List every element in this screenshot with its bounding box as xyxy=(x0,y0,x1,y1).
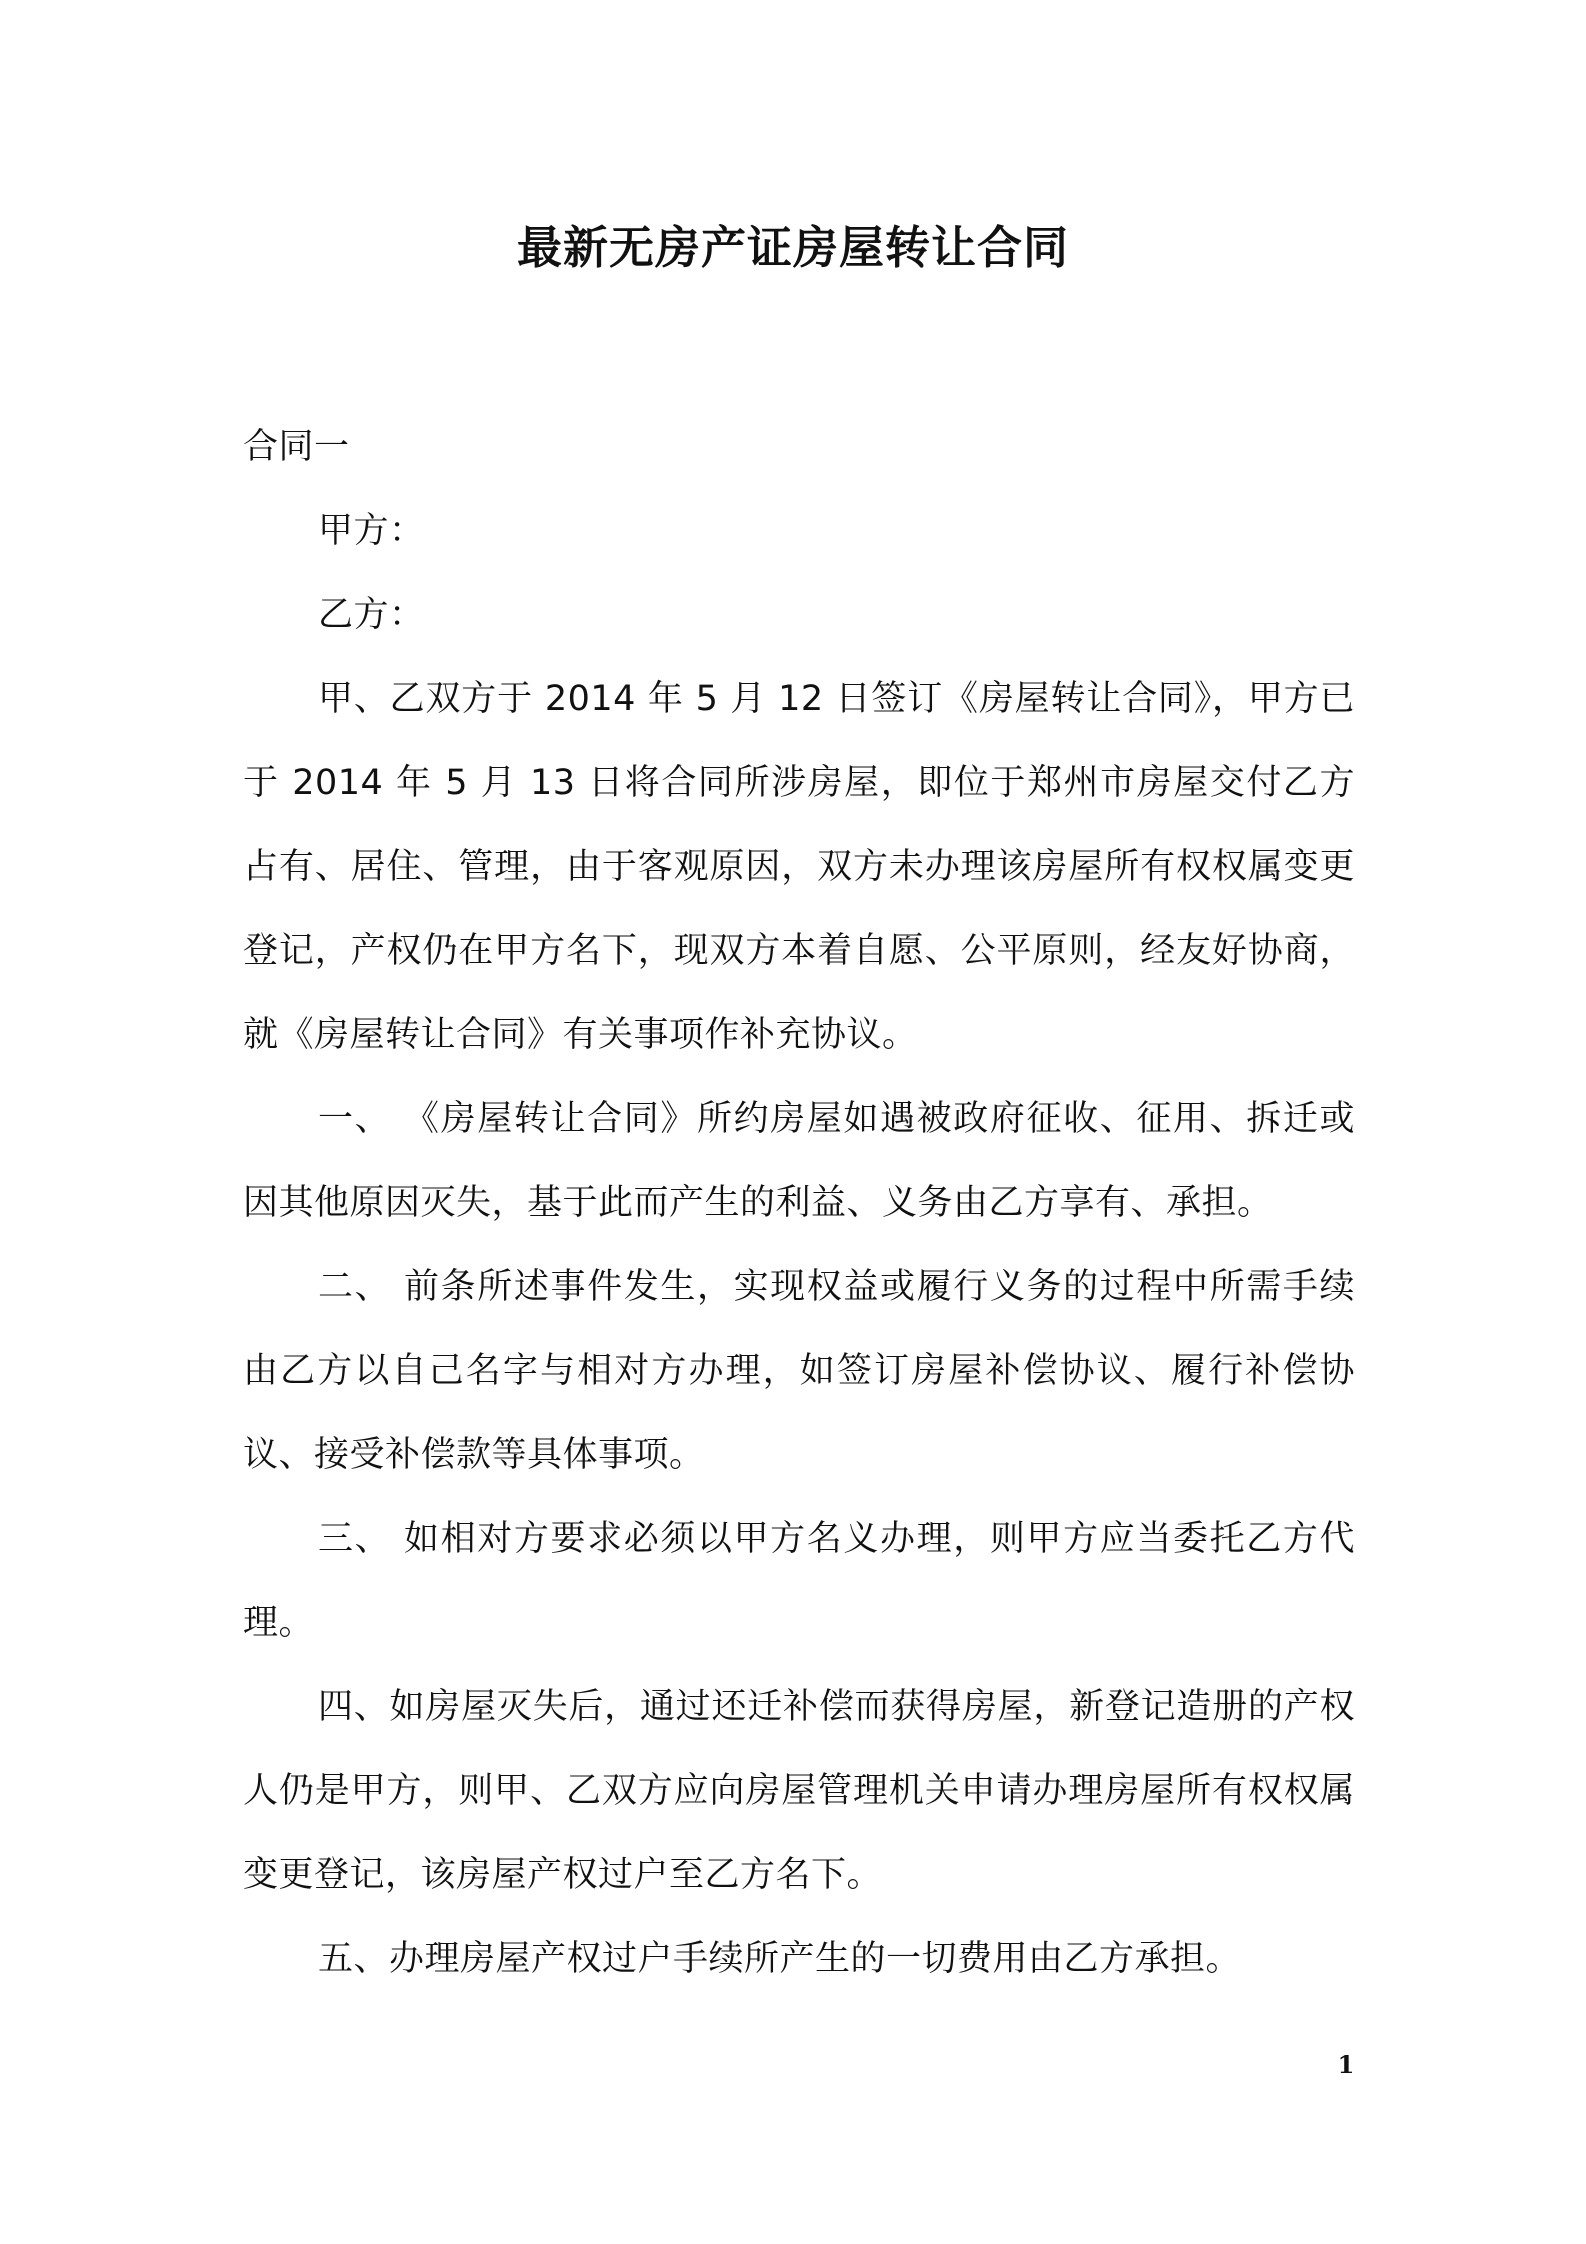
party-b-line: 乙方： xyxy=(318,595,425,635)
preamble-paragraph: 甲、乙双方于 2014 年 5 月 12 日签订《房屋转让合同》，甲方已于 2014 年 5 月 13 日将合同所涉房屋，即位于郑州市房屋交付乙方占有、居住、管理，由于客观原因，双方未办理该房屋所有权权属变更登记，产权仍在甲方名下，现双方本着自愿、公平原则，经友好协商，就《房屋转让合同》有关事项作补充协议。 xyxy=(243,679,1355,1055)
section-heading: 合同一 xyxy=(243,427,350,467)
clause-5: 五、办理房屋产权过户手续所产生的一切费用由乙方承担。 xyxy=(318,1939,1242,1979)
page-number: 1 xyxy=(1337,2050,1355,2079)
clause-1: 一、 《房屋转让合同》所约房屋如遇被政府征收、征用、拆迁或因其他原因灭失，基于此而产生的利益、义务由乙方享有、承担。 xyxy=(243,1099,1355,1223)
document-title: 最新无房产证房屋转让合同 xyxy=(516,221,1069,274)
clause-2: 二、 前条所述事件发生，实现权益或履行义务的过程中所需手续由乙方以自己名字与相对方办理，如签订房屋补偿协议、履行补偿协议、接受补偿款等具体事项。 xyxy=(243,1267,1355,1475)
clause-3: 三、 如相对方要求必须以甲方名义办理，则甲方应当委托乙方代理。 xyxy=(243,1519,1355,1643)
document-body xyxy=(243,405,1355,2001)
clause-4: 四、如房屋灭失后，通过还迁补偿而获得房屋，新登记造册的产权人仍是甲方，则甲、乙双方应向房屋管理机关申请办理房屋所有权权属变更登记，该房屋产权过户至乙方名下。 xyxy=(243,1687,1355,1895)
party-a-line: 甲方： xyxy=(318,511,425,551)
